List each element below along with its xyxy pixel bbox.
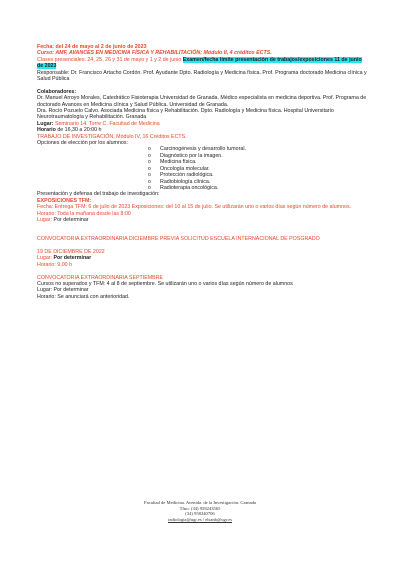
list-item: o Carcinogénesis y desarrollo tumoral. — [148, 146, 367, 152]
lugar-label: Lugar: — [37, 120, 54, 127]
list-item: o Protección radiológica. — [148, 172, 367, 178]
footer-email-link[interactable]: radiologia@ugr.es / elsanb@ugr.es — [167, 516, 233, 522]
footer-phone-2: (34) 958240706 — [185, 511, 215, 517]
list-item: o Oncología molecular. — [148, 166, 367, 172]
presentacion-defensa: Presentación y defensa del trabajo de investigación: — [37, 191, 160, 198]
exposiciones-horario: Horario: Toda la mañana desde las 8:00 — [37, 210, 131, 217]
lugar-value: Seminario 14. Torre C. Facultad de Medicina — [53, 120, 160, 127]
examen-highlight: Examen/fecha límite presentación de trabajos/exposiciones 11 de junio de 2023 — [37, 56, 362, 70]
convocatoria-septiembre-cursos: Cursos no superados y TFM: 4 al 8 de septiembre. Se utilizarán uno o varios días según número de alumnos — [37, 280, 293, 287]
opciones-intro: Opciones de elección por los alumnos: — [37, 140, 128, 147]
convocatoria-septiembre-lugar: Lugar: Por determinar — [37, 287, 89, 294]
horario-label: Horario — [37, 127, 56, 134]
lugar-label: Lugar: — [37, 255, 53, 262]
opciones-list — [37, 146, 367, 191]
list-item: o Medicina física. — [148, 159, 367, 165]
exposiciones-fecha: Fecha: Entrega TFM: 6 de julio de 2023 Exposiciones: del 10 al 15 de julio. Se utilizarán uno o varios días según número de alumnos. — [37, 204, 352, 211]
curso-modulo-ii: Curso: AMF, AVANCES EN MEDICINA FÍSICA Y REHABILITACIÓN; Módulo II, 4 créditos ECTS. — [37, 50, 272, 57]
convocatoria-septiembre-horario: Horario: Se anunciará con anterioridad. — [37, 293, 130, 300]
convocatoria-diciembre-title: CONVOCATORIA EXTRAORDINARIA DICIEMBRE PREVIA SOLICITUD ESCUELA INTERNACIONAL DE POSGRADO — [37, 236, 320, 243]
lugar-value: Por determinar — [52, 216, 89, 223]
colaborador-pozuelo: Dra. Rocío Pozuelo Calvo. Asociada Medicina física y Rehabilitación. Dpto. Radiología y Medicina física. Hospital Universitario Neurotraumatología y Rehabilitación. Granada — [37, 108, 334, 121]
lugar-label: Lugar: — [37, 216, 53, 223]
convocatoria-diciembre-horario: Horario: 9,00 h — [37, 261, 73, 268]
page-footer — [0, 500, 400, 522]
convocatoria-septiembre-title: CONVOCATORIA EXTRAORDINARIA SEPTIEMBRE — [37, 274, 164, 281]
convocatoria-diciembre-date: 19 DE DICIEMBRE DE 2022 — [37, 248, 105, 255]
footer-phone: Tfno: (34) 958243565 — [179, 505, 221, 511]
list-item: o Radiobiología clínica. — [148, 179, 367, 185]
exposiciones-heading: EXPOSICIONES TFM: — [37, 197, 92, 204]
list-item: o Radioterapia oncológica. — [148, 185, 367, 191]
colaborador-arroyo: Dr. Manuel Arroyo Morales, Catedrático Fisioterapia Universidad de Granada. Médico especialista en medicina deportiva. Prof. Programa de doctorado Avances en Medicina clínica y Salud Pública. Universidad de Granada. — [37, 95, 367, 108]
trabajo-title: TRABAJO DE INVESTIGACIÓN, Módulo IV, 16 Créditos ECTS. — [37, 133, 187, 140]
footer-address: Facultad de Medicina. Avenida. de la Investigación. Granada — [144, 500, 256, 505]
document-body — [37, 44, 367, 300]
horario-value: de 16,30 a 20:00 h — [55, 127, 102, 134]
colaboradores-heading: Colaboradores: — [37, 88, 77, 95]
fecha-modulo-ii: Fecha: del 24 de mayo al 2 de junio de 2023 — [37, 44, 147, 50]
lugar-value: Por determinar — [52, 255, 92, 262]
clases-presenciales — [37, 57, 367, 70]
responsable: Responsable: Dr. Francisco Artacho Cordón. Prof. Ayudante Dpto. Radiología y Medicina física. Prof. Programa doctorado Medicina clínica y Salud Pública — [37, 69, 367, 83]
list-item: o Diagnóstico por la imagen. — [148, 153, 367, 159]
clases-text: Clases presenciales: 24, 25, 26 y 31 de mayo y 1 y 2 de junio — [37, 56, 183, 63]
